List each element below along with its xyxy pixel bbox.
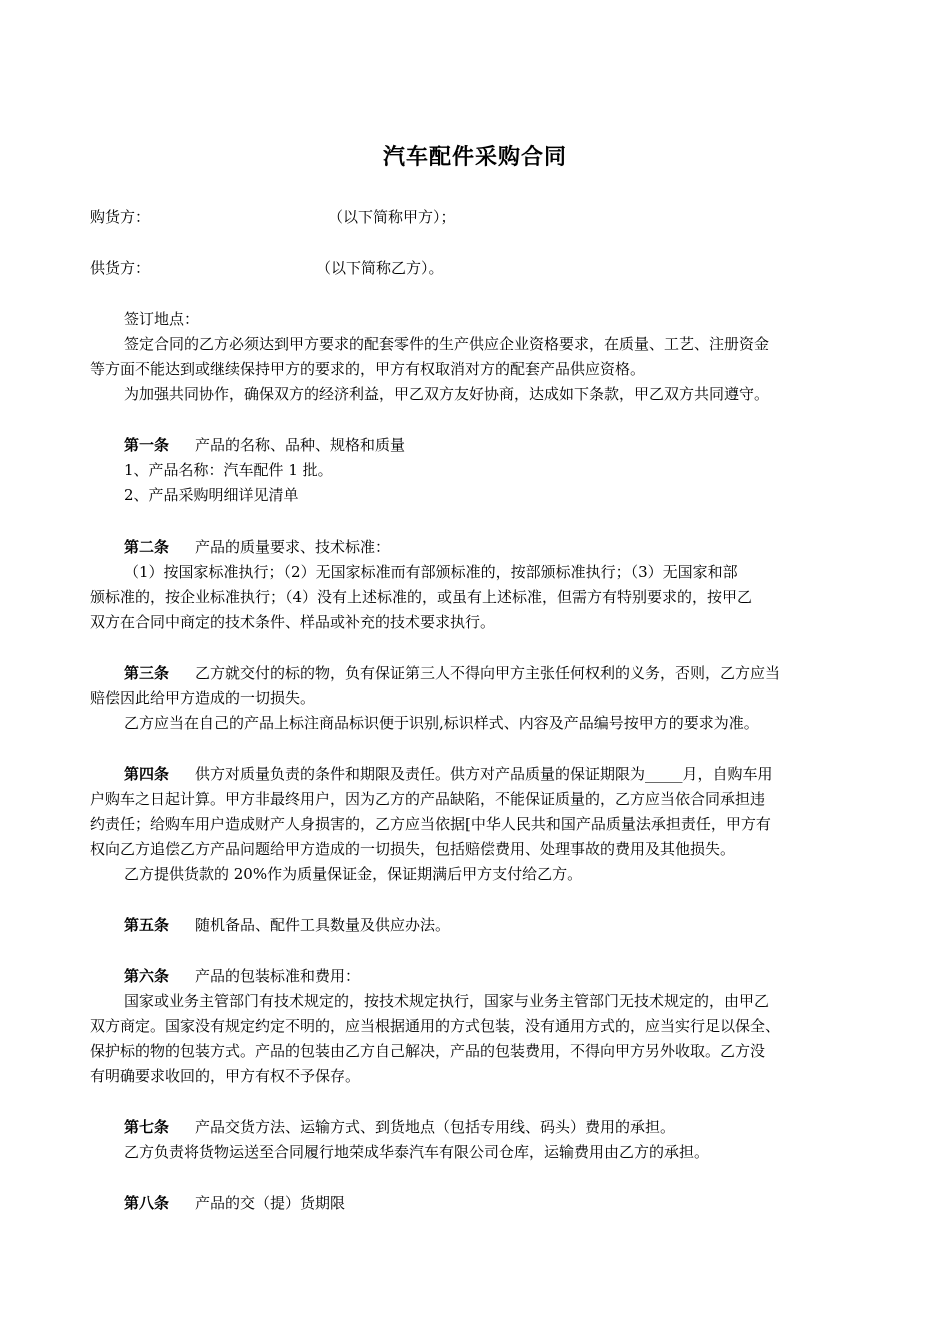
article-1-title: 产品的名称、品种、规格和质量 — [195, 436, 406, 454]
article-4-line-3: 约责任；给购车用户造成财产人身损害的，乙方应当依据[中华人民共和国产品质量法承担责任，甲方有 — [90, 815, 771, 833]
article-3-title: 乙方就交付的标的物，负有保证第三人不得向甲方主张任何权利的义务，否则，乙方应当 — [195, 664, 781, 682]
article-2-line-1: （1）按国家标准执行；（2）无国家标准而有部颁标准的，按部颁标准执行；（3）无国家和部 — [124, 563, 738, 581]
article-2-title: 产品的质量要求、技术标准： — [195, 538, 391, 556]
article-6-line-4: 有明确要求收回的，甲方有权不予保存。 — [90, 1067, 361, 1085]
article-5-title: 随机备品、配件工具数量及供应办法。 — [195, 916, 451, 934]
article-8-number: 第八条 — [124, 1194, 170, 1212]
supplier-label: 供货方： — [90, 259, 151, 277]
article-6-number: 第六条 — [124, 967, 170, 985]
article-4-number: 第四条 — [124, 765, 170, 783]
article-3-heading — [124, 660, 780, 686]
article-5-number: 第五条 — [124, 916, 170, 934]
article-4-line-2: 户购车之日起计算。甲方非最终用户，因为乙方的产品缺陷，不能保证质量的，乙方应当依合同承担违 — [90, 790, 766, 808]
article-6-line-1: 国家或业务主管部门有技术规定的，按技术规定执行，国家与业务主管部门无技术规定的，由甲乙 — [124, 992, 770, 1010]
article-1-line-2: 2、产品采购明细详见清单 — [124, 486, 299, 504]
buyer-note: （以下简称甲方）； — [328, 208, 456, 226]
article-7-line-1: 乙方负责将货物运送至合同履行地荣成华泰汽车有限公司仓库，运输费用由乙方的承担。 — [124, 1143, 710, 1161]
article-2-number: 第二条 — [124, 538, 170, 556]
buyer-line — [90, 204, 456, 230]
sign-place: 签订地点： — [124, 310, 200, 328]
article-4-line-4: 权向乙方追偿乙方产品问题给甲方造成的一切损失，包括赔偿费用、处理事故的费用及其他损失。 — [90, 840, 736, 858]
article-8-heading — [124, 1190, 345, 1216]
article-7-title: 产品交货方法、运输方式、到货地点（包括专用线、码头）费用的承担。 — [195, 1118, 676, 1136]
article-2-heading — [124, 534, 390, 560]
article-1-heading — [124, 432, 405, 458]
article-6-line-3: 保护标的物的包装方式。产品的包装由乙方自己解决，产品的包装费用，不得向甲方另外收取。乙方没 — [90, 1042, 766, 1060]
article-7-heading — [124, 1114, 675, 1140]
article-3-line-2: 赔偿因此给甲方造成的一切损失。 — [90, 689, 316, 707]
article-6-line-2: 双方商定。国家没有规定约定不明的，应当根据通用的方式包装，没有通用方式的，应当实行足以保全、 — [90, 1017, 781, 1035]
article-4-line-5: 乙方提供货款的 20%作为质量保证金，保证期满后甲方支付给乙方。 — [124, 865, 583, 883]
article-6-heading — [124, 963, 360, 989]
article-7-number: 第七条 — [124, 1118, 170, 1136]
article-6-title: 产品的包装标准和费用： — [195, 967, 361, 985]
article-4-heading — [124, 761, 773, 787]
article-1-line-1: 1、产品名称：汽车配件 1 批。 — [124, 461, 333, 479]
article-5-heading — [124, 912, 450, 938]
article-3-number: 第三条 — [124, 664, 170, 682]
supplier-line — [90, 255, 444, 281]
article-4-title: 供方对质量负责的条件和期限及责任。供方对产品质量的保证期限为_____月，自购车用 — [195, 765, 773, 783]
article-8-title: 产品的交（提）货期限 — [195, 1194, 346, 1212]
article-2-line-3: 双方在合同中商定的技术条件、样品或补充的技术要求执行。 — [90, 613, 496, 631]
intro-paragraph-1a: 签定合同的乙方必须达到甲方要求的配套零件的生产供应企业资格要求，在质量、工艺、注册资金 — [124, 335, 770, 353]
supplier-note: （以下简称乙方）。 — [316, 259, 444, 277]
intro-paragraph-2: 为加强共同协作，确保双方的经济利益，甲乙双方友好协商，达成如下条款，甲乙双方共同遵守。 — [124, 385, 770, 403]
buyer-label: 购货方： — [90, 208, 151, 226]
document-title: 汽车配件采购合同 — [382, 144, 567, 170]
article-3-line-3: 乙方应当在自己的产品上标注商品标识便于识别,标识样式、内容及产品编号按甲方的要求为准。 — [124, 714, 759, 732]
article-1-number: 第一条 — [124, 436, 170, 454]
intro-paragraph-1b: 等方面不能达到或继续保持甲方的要求的，甲方有权取消对方的配套产品供应资格。 — [90, 360, 646, 378]
article-2-line-2: 颁标准的，按企业标准执行；（4）没有上述标准的，或虽有上述标准，但需方有特别要求的，按甲乙 — [90, 588, 753, 606]
